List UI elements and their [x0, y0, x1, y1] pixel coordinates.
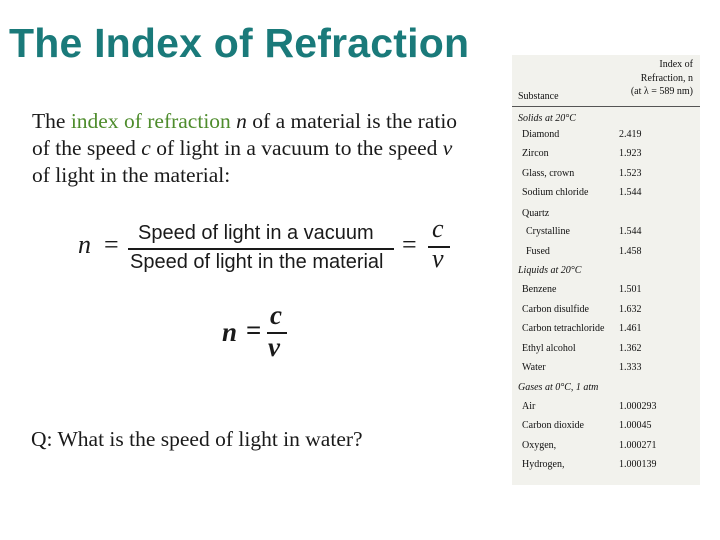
row-name: Oxygen, — [522, 440, 557, 451]
table-row — [512, 418, 700, 434]
table-row — [512, 244, 700, 260]
row-value: 1.000139 — [619, 459, 657, 470]
section-liquids: Liquids at 20°C — [518, 265, 582, 276]
row-name: Benzene — [522, 284, 557, 295]
eq2-equals: = — [246, 315, 262, 345]
row-name: Diamond — [522, 129, 560, 140]
table-row — [512, 341, 700, 357]
eq2-lhs-n: n — [222, 317, 238, 347]
row-name: Fused — [526, 246, 550, 257]
row-name: Water — [522, 362, 546, 373]
row-value: 1.632 — [619, 304, 642, 315]
table-row — [512, 166, 700, 182]
row-name: Zircon — [522, 148, 549, 159]
row-value: 1.523 — [619, 168, 642, 179]
subhead-quartz: Quartz — [522, 208, 550, 219]
table-row — [512, 127, 700, 143]
table-row — [512, 224, 700, 240]
table-row — [512, 321, 700, 337]
row-value: 1.501 — [619, 284, 642, 295]
section-solids: Solids at 20°C — [518, 113, 576, 124]
row-name: Crystalline — [526, 226, 570, 237]
row-value: 2.419 — [619, 129, 642, 140]
row-value: 1.458 — [619, 246, 642, 257]
row-value: 1.000293 — [619, 401, 657, 412]
header-rule — [512, 106, 700, 107]
eq2-c: c — [270, 300, 282, 330]
row-name: Hydrogen, — [522, 459, 565, 470]
eq1-fraction-bar — [128, 248, 394, 250]
section-gases: Gases at 0°C, 1 atm — [518, 382, 599, 393]
row-name: Ethyl alcohol — [522, 343, 576, 354]
row-name: Glass, crown — [522, 168, 575, 179]
row-name: Sodium chloride — [522, 187, 589, 198]
row-name: Carbon tetrachloride — [522, 323, 605, 334]
row-value: 1.544 — [619, 187, 642, 198]
table-row — [512, 282, 700, 298]
equation-short — [222, 302, 302, 362]
symbol-v: v — [442, 136, 453, 160]
intro-text: of light in the material: — [32, 163, 231, 187]
header-index — [631, 58, 693, 99]
header-index-line: Index of — [659, 59, 693, 70]
header-index-line: (at λ = 589 nm) — [630, 86, 693, 97]
row-value: 1.461 — [619, 323, 642, 334]
eq2-v: v — [268, 332, 280, 362]
row-name: Air — [522, 401, 536, 412]
table-row — [512, 399, 700, 415]
table-row — [512, 360, 700, 376]
question-text: Q: What is the speed of light in water? — [31, 427, 363, 451]
symbol-c: c — [141, 136, 151, 160]
header-substance: Substance — [518, 91, 559, 102]
row-name: Carbon disulfide — [522, 304, 589, 315]
symbol-n: n — [236, 109, 247, 133]
term-index-of-refraction: index of refraction — [70, 109, 231, 133]
eq1-equals: = — [104, 230, 119, 259]
refraction-index-table — [512, 55, 700, 485]
intro-text: of a material is the ratio of the speed — [32, 109, 458, 160]
intro-text: The — [32, 109, 71, 133]
intro-text: of light in a vacuum to the speed — [150, 136, 443, 160]
row-value: 1.362 — [619, 343, 642, 354]
eq1-c: c — [432, 214, 444, 243]
table-row — [512, 438, 700, 454]
table-row — [512, 302, 700, 318]
table-row — [512, 457, 700, 473]
header-index-line: Refraction, n — [640, 72, 693, 84]
eq1-denominator: Speed of light in the material — [130, 251, 384, 273]
eq1-v: v — [432, 244, 444, 273]
row-value: 1.00045 — [619, 420, 652, 431]
eq1-numerator: Speed of light in a vacuum — [138, 222, 374, 244]
table-row — [512, 185, 700, 201]
eq1-equals-2: = — [402, 230, 417, 259]
row-value: 1.333 — [619, 362, 642, 373]
row-value: 1.544 — [619, 226, 642, 237]
slide-title: The Index of Refraction — [9, 20, 470, 66]
equation-definition — [78, 216, 458, 276]
row-value: 1.000271 — [619, 440, 657, 451]
row-name: Carbon dioxide — [522, 420, 584, 431]
intro-paragraph — [32, 108, 472, 189]
table-header — [512, 55, 700, 105]
row-value: 1.923 — [619, 148, 642, 159]
table-row — [512, 146, 700, 162]
eq1-lhs-n: n — [78, 230, 91, 259]
